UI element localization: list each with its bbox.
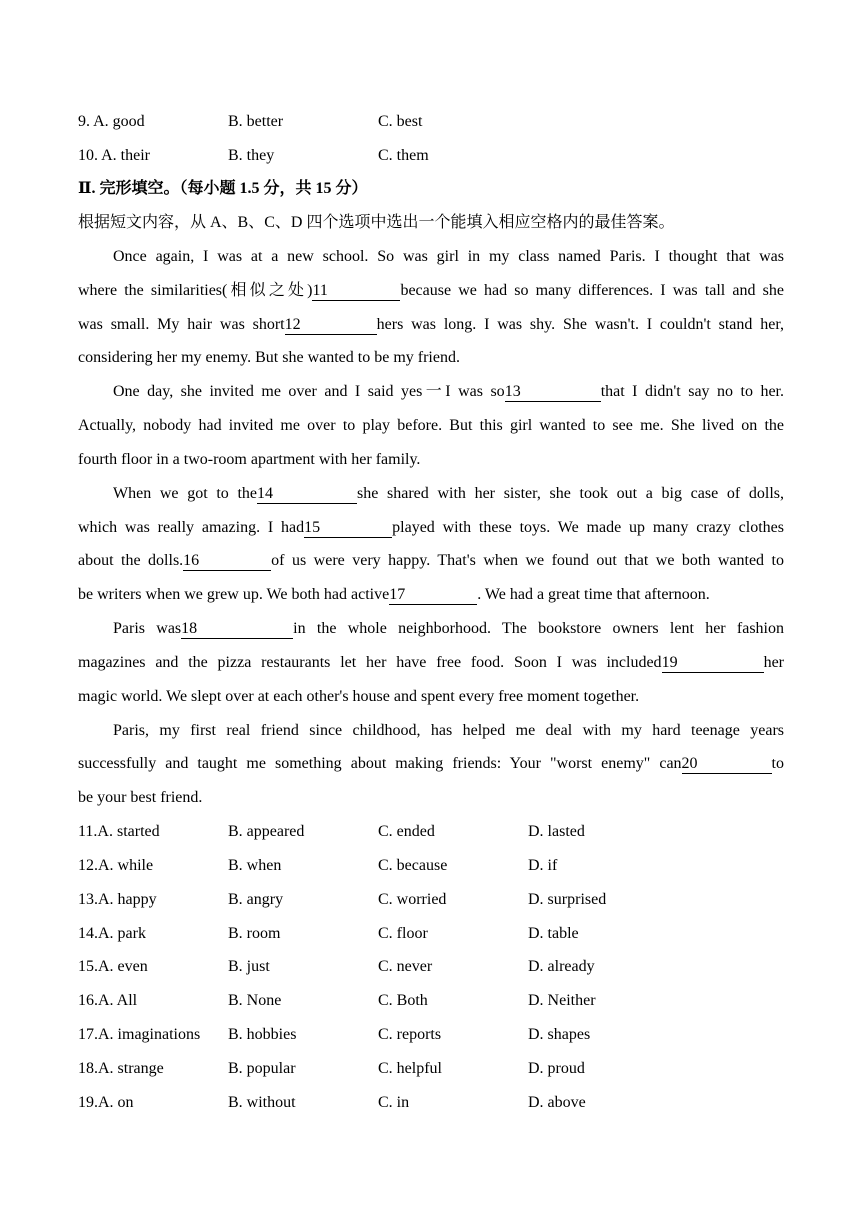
passage-text: about the dolls. bbox=[78, 552, 184, 569]
option-19c: C. in bbox=[378, 1094, 410, 1111]
passage-line bbox=[78, 585, 784, 605]
passage-text: played with these toys. We made up many crazy clothes bbox=[392, 519, 785, 536]
passage-text: . We had a great time that afternoon. bbox=[477, 586, 710, 603]
section-heading: Ⅱ. 完形填空。（每小题 1.5 分，共 15 分） bbox=[78, 180, 368, 197]
option-13b: B. angry bbox=[228, 891, 284, 908]
option-18b: B. popular bbox=[228, 1060, 296, 1077]
option-14a: 14.A. park bbox=[78, 925, 146, 942]
option-15d: D. already bbox=[528, 958, 595, 975]
passage-line bbox=[78, 281, 784, 301]
passage-text: her bbox=[763, 654, 784, 671]
option-10c: C. them bbox=[378, 147, 429, 164]
option-16c: C. Both bbox=[378, 992, 428, 1009]
passage-line: Paris, my first real friend since childhood, has helped me deal with my hard teenage years bbox=[113, 722, 784, 739]
passage-line: Actually, nobody had invited me over to play before. But this girl wanted to see me. She lived on the bbox=[78, 417, 784, 434]
option-15a: 15.A. even bbox=[78, 958, 148, 975]
option-19b: B. without bbox=[228, 1094, 296, 1111]
blank-13: 13 bbox=[505, 383, 601, 402]
passage-text: When we got to the bbox=[113, 485, 258, 502]
option-14b: B. room bbox=[228, 925, 281, 942]
option-11a: 11.A. started bbox=[78, 823, 160, 840]
passage-text: in the whole neighborhood. The bookstore owners lent her fashion bbox=[293, 620, 784, 637]
passage-text: she shared with her sister, she took out a big case of dolls, bbox=[357, 485, 784, 502]
option-16a: 16.A. All bbox=[78, 992, 138, 1009]
blank-14: 14 bbox=[257, 485, 357, 504]
option-9a: 9. A. good bbox=[78, 113, 145, 130]
option-11d: D. lasted bbox=[528, 823, 585, 840]
passage-line bbox=[78, 653, 784, 673]
passage-text: which was really amazing. I had bbox=[78, 519, 305, 536]
blank-16: 16 bbox=[183, 552, 271, 571]
option-18c: C. helpful bbox=[378, 1060, 442, 1077]
passage-line bbox=[78, 315, 784, 335]
option-18a: 18.A. strange bbox=[78, 1060, 164, 1077]
passage-line bbox=[113, 382, 784, 402]
blank-15: 15 bbox=[304, 519, 392, 538]
option-19a: 19.A. on bbox=[78, 1094, 134, 1111]
passage-text: magazines and the pizza restaurants let her have free food. Soon I was included bbox=[78, 654, 662, 671]
option-12d: D. if bbox=[528, 857, 558, 874]
option-12c: C. because bbox=[378, 857, 448, 874]
option-9b: B. better bbox=[228, 113, 284, 130]
option-15c: C. never bbox=[378, 958, 433, 975]
passage-text: because we had so many differences. I was tall and she bbox=[400, 282, 784, 299]
option-13c: C. worried bbox=[378, 891, 447, 908]
option-16b: B. None bbox=[228, 992, 282, 1009]
passage-text: that I didn't say no to her. bbox=[600, 383, 784, 400]
option-17b: B. hobbies bbox=[228, 1026, 297, 1043]
passage-line: fourth floor in a two-room apartment with her family. bbox=[78, 451, 421, 468]
passage-line: Once again, I was at a new school. So was girl in my class named Paris. I thought that was bbox=[113, 248, 784, 265]
blank-18: 18 bbox=[181, 620, 293, 639]
option-15b: B. just bbox=[228, 958, 270, 975]
passage-line bbox=[78, 551, 784, 571]
passage-text: be writers when we grew up. We both had active bbox=[78, 586, 390, 603]
option-16d: D. Neither bbox=[528, 992, 596, 1009]
option-10b: B. they bbox=[228, 147, 275, 164]
passage-line: considering her my enemy. But she wanted to be my friend. bbox=[78, 349, 460, 366]
blank-17: 17 bbox=[389, 586, 477, 605]
option-17c: C. reports bbox=[378, 1026, 442, 1043]
passage-text: One day, she invited me over and I said yes一I was so bbox=[113, 383, 505, 400]
passage-line bbox=[113, 484, 784, 504]
section-instruction: 根据短文内容，从 A、B、C、D 四个选项中选出一个能填入相应空格内的最佳答案。 bbox=[78, 214, 675, 231]
option-11b: B. appeared bbox=[228, 823, 305, 840]
passage-text: where the similarities(相似之处) bbox=[78, 282, 313, 299]
option-13d: D. surprised bbox=[528, 891, 607, 908]
option-11c: C. ended bbox=[378, 823, 435, 840]
option-12a: 12.A. while bbox=[78, 857, 154, 874]
passage-text: Paris was bbox=[113, 620, 182, 637]
passage-text: successfully and taught me something about making friends: Your "worst enemy" can bbox=[78, 755, 682, 772]
passage-text: of us were very happy. That's when we found out that we both wanted to bbox=[271, 552, 784, 569]
blank-20: 20 bbox=[682, 755, 772, 774]
option-14c: C. floor bbox=[378, 925, 428, 942]
blank-12: 12 bbox=[285, 316, 377, 335]
option-13a: 13.A. happy bbox=[78, 891, 157, 908]
passage-text: to bbox=[771, 755, 784, 772]
option-17d: D. shapes bbox=[528, 1026, 591, 1043]
passage-text: hers was long. I was shy. She wasn't. I couldn't stand her, bbox=[376, 316, 785, 333]
passage-line bbox=[78, 754, 784, 774]
option-12b: B. when bbox=[228, 857, 282, 874]
blank-11: 11 bbox=[312, 282, 400, 301]
passage-text: was small. My hair was short bbox=[78, 316, 285, 333]
option-18d: D. proud bbox=[528, 1060, 585, 1077]
option-9c: C. best bbox=[378, 113, 423, 130]
option-19d: D. above bbox=[528, 1094, 586, 1111]
option-17a: 17.A. imaginations bbox=[78, 1026, 201, 1043]
passage-line: magic world. We slept over at each other's house and spent every free moment together. bbox=[78, 688, 640, 705]
passage-line: be your best friend. bbox=[78, 789, 203, 806]
passage-line bbox=[113, 619, 784, 639]
option-14d: D. table bbox=[528, 925, 579, 942]
blank-19: 19 bbox=[662, 654, 764, 673]
option-10a: 10. A. their bbox=[78, 147, 150, 164]
passage-line bbox=[78, 518, 784, 538]
